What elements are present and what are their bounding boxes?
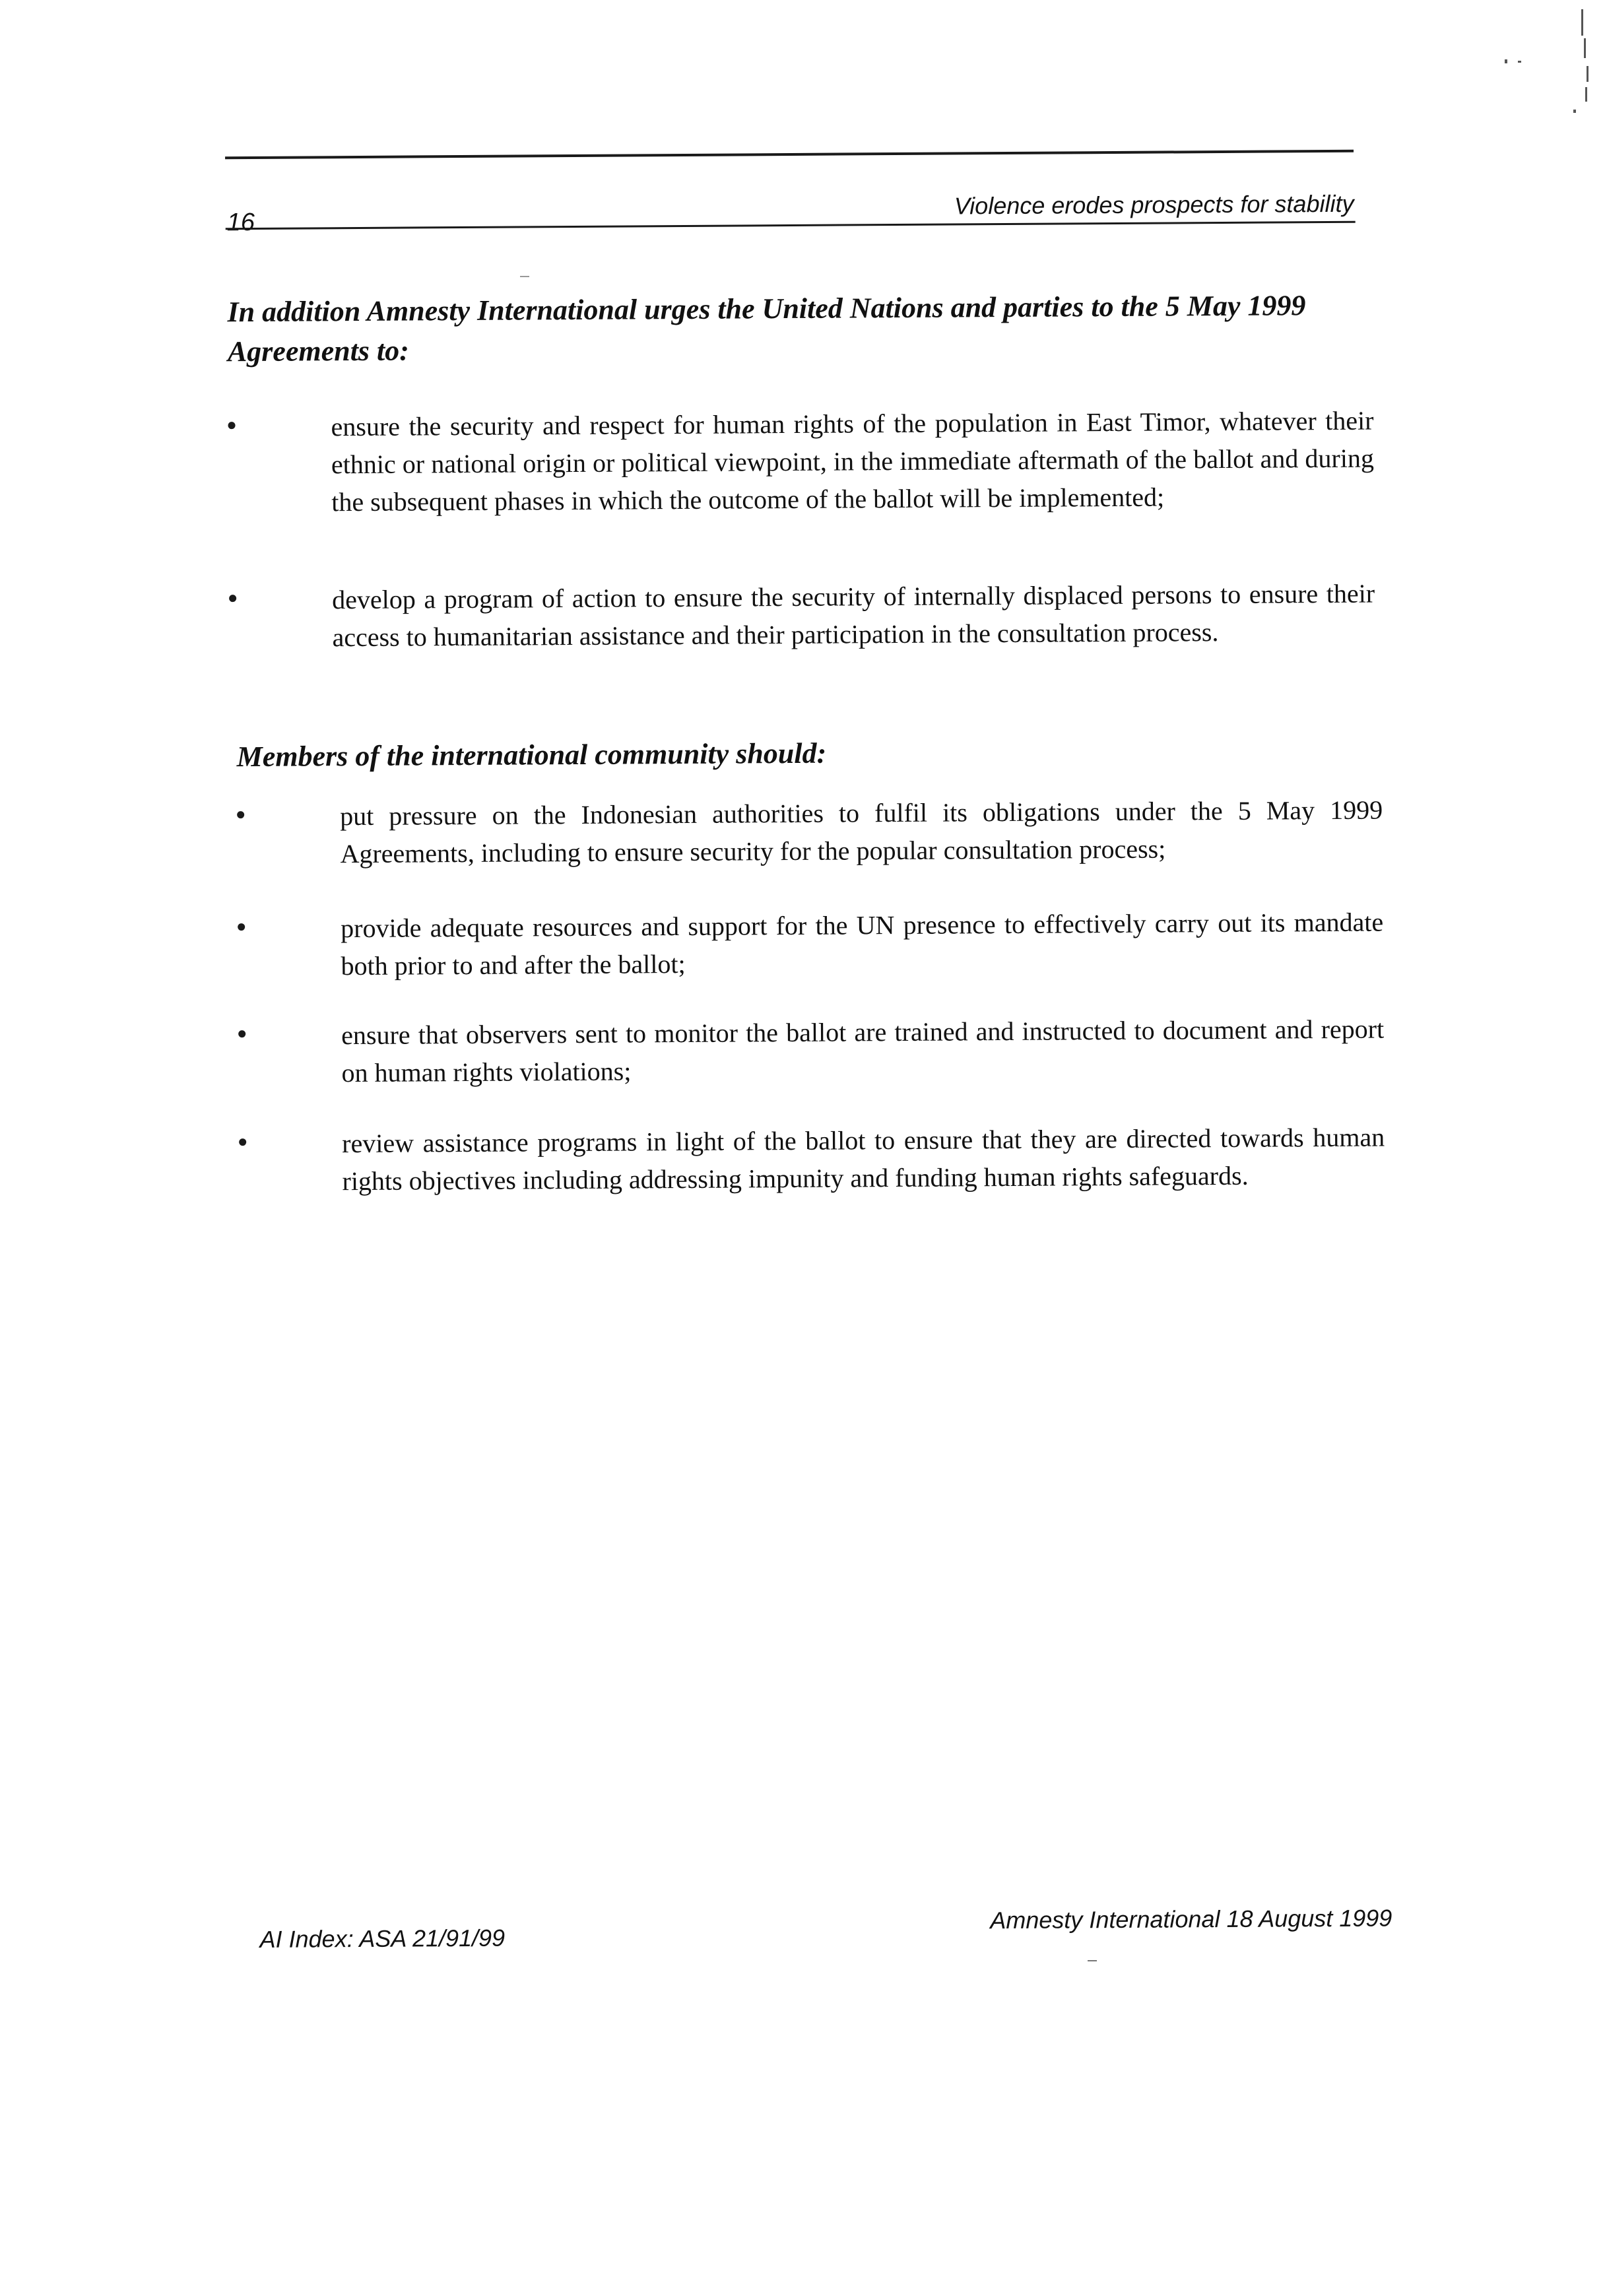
page-number: 16 xyxy=(226,208,255,237)
scan-mark xyxy=(1585,87,1587,102)
scan-mark xyxy=(1587,66,1589,82)
scan-mark xyxy=(1088,1960,1097,1961)
top-rule xyxy=(225,150,1354,159)
scan-mark xyxy=(1573,110,1576,113)
scan-mark xyxy=(1518,61,1521,63)
scan-mark xyxy=(520,276,529,277)
header-rule xyxy=(226,221,1356,230)
running-title: Violence erodes prospects for stability xyxy=(954,189,1354,220)
list-item-text: put pressure on the Indonesian authorities to fulfil its obligations under the 5 May 1999 Agreements, including to ensure security for the popular consultation process; xyxy=(340,795,1383,869)
list-item xyxy=(228,402,1376,517)
section-heading-un: In addition Amnesty International urges the United Nations and parties to the 5 May 1999 Agreements to: xyxy=(227,289,1306,368)
list-item xyxy=(238,1010,1387,1088)
list-item xyxy=(229,575,1377,653)
scan-mark xyxy=(1584,38,1586,58)
bullet-icon xyxy=(238,1030,246,1037)
list-item-text: ensure the security and respect for human rights of the population in East Timor, whatever their ethnic or national origin or political viewpoint, in the immediate aftermath of the ballot and during the subsequent phases in which the outcome of the ballot will be implemented; xyxy=(331,405,1375,517)
list-item xyxy=(238,903,1386,981)
bullet-icon xyxy=(238,923,245,931)
bullet-icon xyxy=(237,811,244,818)
list-item xyxy=(239,1118,1387,1197)
list-item-text: review assistance programs in light of the ballot to ensure that they are directed towards human rights objectives including addressing impunity and funding human rights safeguards. xyxy=(342,1122,1385,1197)
ai-index: AI Index: ASA 21/91/99 xyxy=(259,1924,506,1953)
scan-mark xyxy=(1505,59,1507,63)
list-item-text: develop a program of action to ensure the security of internally displaced persons to ensure their access to humanitarian assistance and their participation in the consultation process. xyxy=(332,578,1375,653)
section-heading-members: Members of the international community should: xyxy=(236,737,827,773)
publisher-date: Amnesty International 18 August 1999 xyxy=(990,1904,1392,1934)
bullet-icon xyxy=(239,1138,246,1146)
list-item-text: provide adequate resources and support for the UN presence to effectively carry out its mandate both prior to and after the ballot; xyxy=(341,907,1384,981)
bullet-icon xyxy=(229,595,236,602)
list-item xyxy=(237,791,1385,869)
list-item-text: ensure that observers sent to monitor the ballot are trained and instructed to document and report on human rights violations; xyxy=(341,1014,1385,1088)
scan-mark xyxy=(1581,9,1583,36)
bullet-icon xyxy=(228,422,236,429)
